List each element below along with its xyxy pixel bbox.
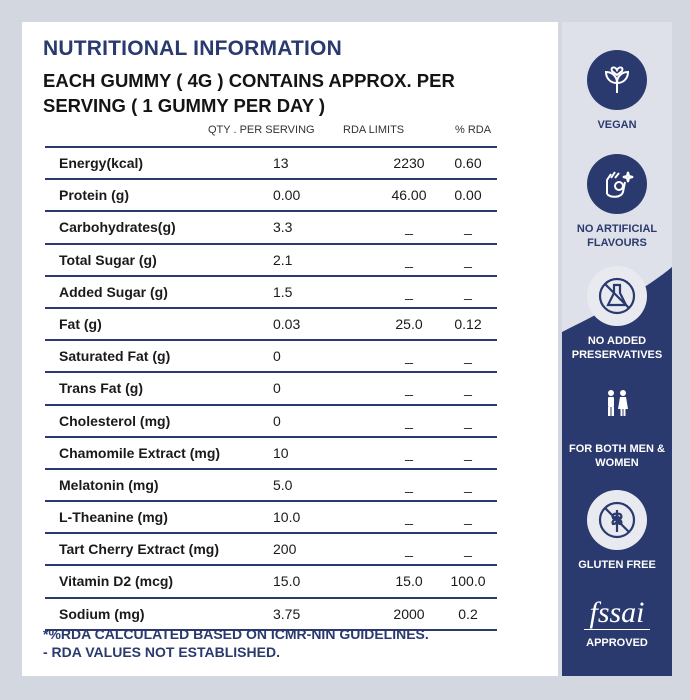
pct-rda-value: _ (464, 380, 472, 397)
rda-value: _ (405, 348, 413, 365)
table-row (45, 373, 497, 405)
pct-rda-value: 0.60 (454, 155, 482, 171)
table-row (45, 277, 497, 309)
rda-value: _ (405, 380, 413, 397)
nutrient-name: Saturated Fat (g) (59, 348, 171, 365)
nutrient-name: Added Sugar (g) (59, 283, 168, 300)
page-title: NUTRITIONAL INFORMATION (43, 37, 342, 60)
table-row (45, 341, 497, 373)
qty-value: 1.5 (273, 283, 293, 300)
footnote-not-established: - RDA VALUES NOT ESTABLISHED. (43, 644, 280, 660)
rda-value: _ (405, 541, 413, 558)
pct-rda-value: _ (464, 444, 472, 461)
table-row (45, 406, 497, 438)
nutrient-name: Melatonin (mg) (59, 476, 159, 493)
badge-no-preservatives (562, 266, 672, 362)
qty-value: 0 (273, 412, 281, 429)
table-row (45, 212, 497, 244)
pct-rda-value: 0.2 (458, 605, 478, 622)
pct-rda-value: _ (464, 283, 472, 300)
pct-rda-value: _ (464, 509, 472, 526)
man-woman-icon (587, 374, 647, 434)
qty-value: 2.1 (273, 251, 293, 268)
rda-value: _ (405, 476, 413, 493)
pct-rda-value: _ (464, 219, 472, 236)
badge-fssai (562, 597, 672, 650)
nutrition-table (45, 146, 497, 631)
serving-subtitle: EACH GUMMY ( 4G ) CONTAINS APPROX. PER SERVING ( 1 GUMMY PER DAY ) (43, 70, 455, 116)
rda-value: _ (405, 251, 413, 268)
badge-vegan-label: VEGAN (597, 119, 637, 131)
table-row (45, 534, 497, 566)
pct-rda-value: _ (464, 348, 472, 365)
qty-value: 13 (273, 155, 289, 171)
rda-value: 15.0 (395, 573, 423, 590)
pct-rda-value: _ (464, 251, 472, 268)
pct-rda-value: 0.12 (454, 315, 482, 332)
no-wheat-icon (587, 490, 647, 550)
table-row (45, 502, 497, 534)
rda-value: _ (405, 412, 413, 429)
rda-value: _ (405, 444, 413, 461)
pct-rda-value: _ (464, 541, 472, 558)
badge-both-label: FOR BOTH MEN & WOMEN (569, 443, 665, 469)
col-header-pct: % RDA (455, 124, 492, 136)
qty-value: 3.3 (273, 219, 293, 236)
badge-no-artificial-label: NO ARTIFICIAL FLAVOURS (576, 223, 658, 249)
table-row (45, 438, 497, 470)
rda-value: _ (405, 219, 413, 236)
fssai-logo: fssai (584, 597, 650, 630)
nutrient-name: Tart Cherry Extract (mg) (59, 541, 220, 558)
nutrient-name: L-Theanine (mg) (59, 509, 168, 526)
nutrient-name: Protein (g) (59, 187, 129, 204)
col-header-qty: QTY . PER SERVING (208, 124, 315, 136)
pct-rda-value: _ (464, 412, 472, 429)
nutrient-name: Total Sugar (g) (59, 251, 157, 268)
no-flask-icon (587, 266, 647, 326)
footnote-rda: *%RDA CALCULATED BASED ON ICMR-NIN GUIDELINES. (43, 626, 429, 642)
pct-rda-value: 0.00 (454, 187, 482, 204)
badge-both (562, 374, 672, 470)
rda-value: 2000 (393, 605, 425, 622)
qty-value: 10 (273, 444, 289, 461)
hand-sparkle-icon (587, 154, 647, 214)
qty-value: 3.75 (273, 605, 301, 622)
badge-fssai-label: APPROVED (586, 637, 648, 649)
nutrient-name: Cholesterol (mg) (59, 412, 171, 429)
badge-no-preservatives-label: NO ADDED PRESERVATIVES (571, 335, 663, 361)
table-row (45, 470, 497, 502)
qty-value: 0.03 (273, 315, 301, 332)
qty-value: 0 (273, 380, 281, 397)
nutrient-name: Vitamin D2 (mcg) (59, 573, 174, 590)
qty-value: 200 (273, 541, 297, 558)
qty-value: 5.0 (273, 476, 293, 493)
nutrient-name: Fat (g) (59, 315, 102, 332)
qty-value: 0.00 (273, 187, 301, 204)
badge-no-artificial (562, 154, 672, 250)
nutrient-name: Chamomile Extract (mg) (59, 444, 221, 461)
table-row (45, 566, 497, 598)
badge-sidebar (562, 22, 672, 676)
table-row (45, 245, 497, 277)
table-row (45, 148, 497, 180)
table-row (45, 180, 497, 212)
badge-vegan (562, 50, 672, 132)
pct-rda-value: _ (464, 476, 472, 493)
rda-value: 2230 (393, 155, 425, 171)
table-row (45, 309, 497, 341)
rda-value: 25.0 (395, 315, 423, 332)
qty-value: 0 (273, 348, 281, 365)
nutrient-name: Carbohydrates(g) (59, 219, 176, 236)
qty-value: 15.0 (273, 573, 301, 590)
badge-gluten-free-label: GLUTEN FREE (578, 559, 656, 571)
nutrient-name: Energy(kcal) (59, 155, 144, 171)
footnotes (43, 625, 429, 661)
nutrient-name: Sodium (mg) (59, 605, 145, 622)
vegan-icon (587, 50, 647, 110)
col-header-rda: RDA LIMITS (343, 124, 405, 136)
nutrient-name: Trans Fat (g) (59, 380, 144, 397)
pct-rda-value: 100.0 (450, 573, 486, 590)
rda-value: _ (405, 509, 413, 526)
qty-value: 10.0 (273, 509, 301, 526)
rda-value: _ (405, 283, 413, 300)
rda-value: 46.00 (391, 187, 427, 204)
badge-gluten-free (562, 490, 672, 572)
